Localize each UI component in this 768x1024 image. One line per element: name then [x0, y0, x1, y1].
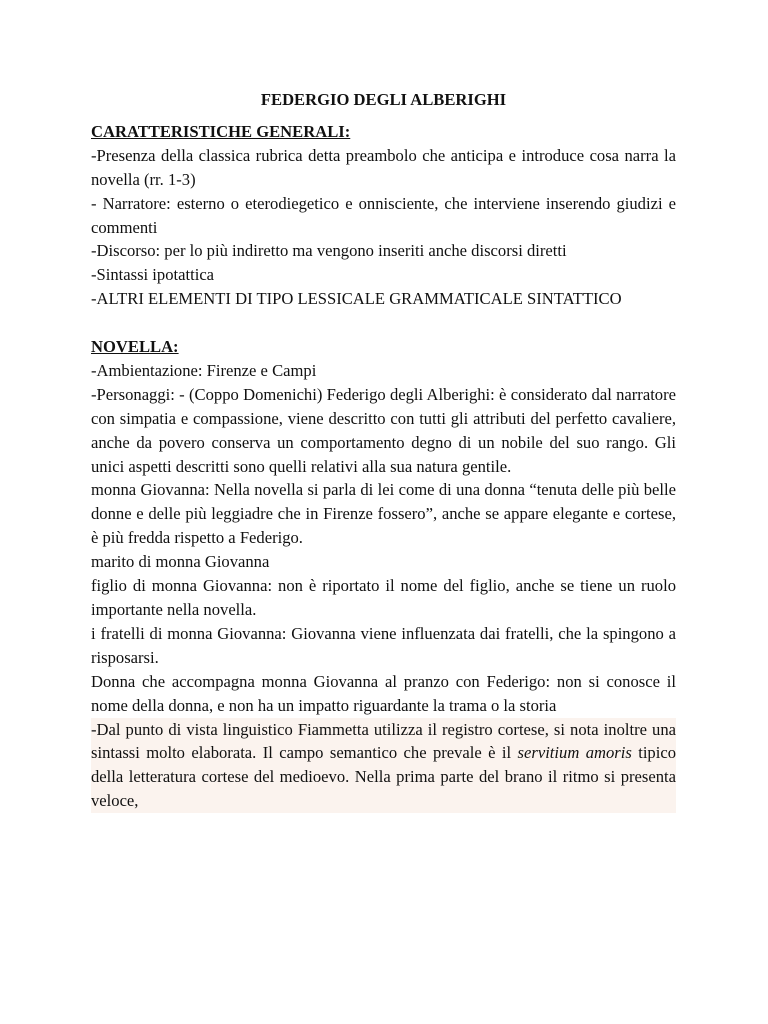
paragraph-marito: marito di monna Giovanna [91, 552, 270, 572]
paragraph-ambientazione: -Ambientazione: Firenze e Campi [91, 360, 317, 380]
paragraph-preambolo: -Presenza della classica rubrica detta preambolo che anticipa e introduce cosa narra la novella (rr. 1-3) [91, 145, 676, 189]
paragraph-figlio: figlio di monna Giovanna: non è riportato il nome del figlio, anche se tiene un ruolo importante nella novella. [91, 576, 676, 620]
section-heading-novella: NOVELLA: [91, 337, 179, 357]
paragraph-sintassi: -Sintassi ipotattica [91, 265, 215, 285]
paragraph-monna-giovanna: monna Giovanna: Nella novella si parla di lei come di una donna “tenuta delle più belle donne e delle più leggiadre che in Firenze fossero”, anche se appare elegante e cortese, è più fredda rispetto a Federigo. [91, 480, 676, 548]
paragraph-linguistico [91, 718, 676, 814]
paragraph-personaggi-federigo: -Personaggi: - (Coppo Domenichi) Federigo degli Alberighi: è considerato dal narratore con simpatia e compassione, viene descritto con tutti gli attributi del perfetto cavaliere, anche da povero conserva un comportamento degno di un nobile del suo rango. Gli unici aspetti descritti sono quelli relativi alla sua natura gentile. [91, 384, 676, 476]
paragraph-discorso: -Discorso: per lo più indiretto ma vengono inseriti anche discorsi diretti [91, 241, 567, 261]
paragraph-fratelli: i fratelli di monna Giovanna: Giovanna viene influenzata dai fratelli, che la spingono a risposarsi. [91, 623, 676, 667]
paragraph-altri-elementi: -ALTRI ELEMENTI DI TIPO LESSICALE GRAMMATICALE SINTATTICO [91, 289, 622, 309]
document-page [91, 88, 676, 813]
document-title: FEDERGIO DEGLI ALBERIGHI [260, 90, 507, 109]
paragraph-linguistico-start: -Dal punto di vista linguistico Fiammetta utilizza il registro cortese, si nota inoltre una sintassi molto elaborata. Il campo semantico che prevale è il [91, 719, 676, 763]
servitium-amoris-phrase: servitium amoris [517, 743, 632, 763]
paragraph-narratore: - Narratore: esterno o eterodiegetico e onnisciente, che interviene inserendo giudizi e commenti [91, 193, 676, 237]
section-spacer [91, 311, 676, 335]
section-heading-caratteristiche: CARATTERISTICHE GENERALI: [91, 121, 351, 141]
paragraph-donna-accompagna: Donna che accompagna monna Giovanna al pranzo con Federigo: non si conosce il nome della donna, e non ha un impatto riguardante la trama o la storia [91, 671, 676, 715]
paragraph-linguistico-end: tipico della letteratura cortese del medioevo. Nella prima parte del brano il ritmo si presenta veloce, [91, 743, 676, 811]
